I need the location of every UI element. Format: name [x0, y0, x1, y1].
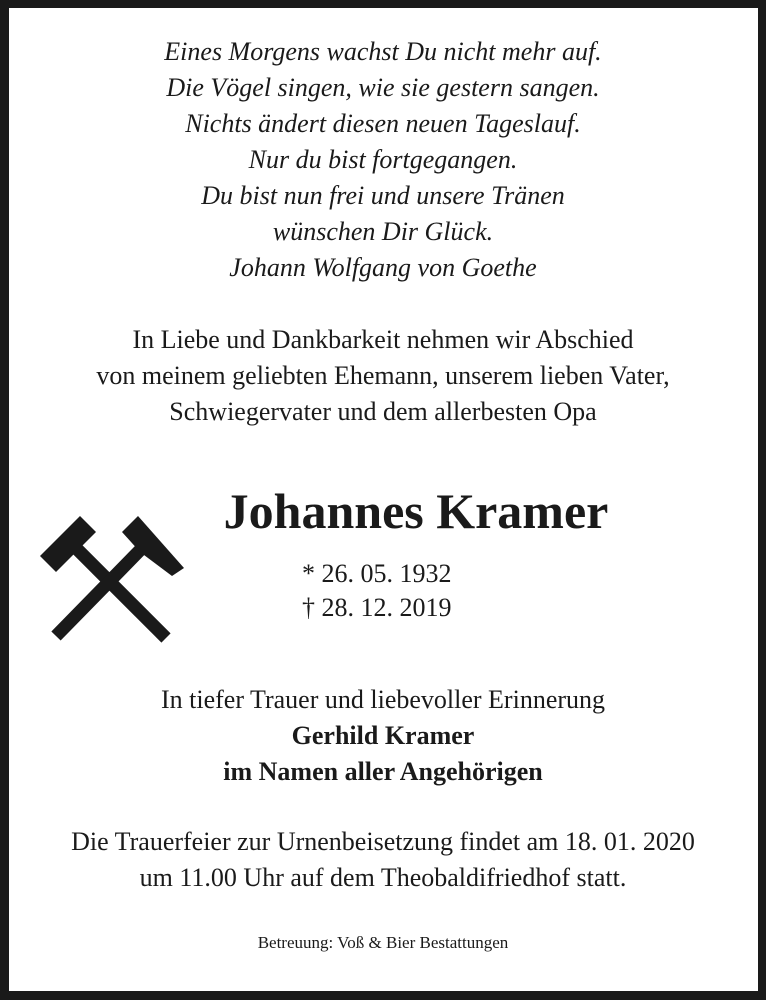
- poem-line: Nichts ändert diesen neuen Tageslauf.: [185, 109, 581, 138]
- mourners-intro: In tiefer Trauer und liebevoller Erinnerung: [160, 685, 606, 714]
- hammer-and-pick-icon: [38, 510, 188, 650]
- intro-line: In Liebe und Dankbarkeit nehmen wir Abschied: [132, 325, 634, 354]
- ceremony-line: um 11.00 Uhr auf dem Theobaldifriedhof statt.: [139, 863, 627, 892]
- deceased-name: Johannes Kramer: [223, 483, 609, 539]
- ceremony-line: Die Trauerfeier zur Urnenbeisetzung findet am 18. 01. 2020: [71, 827, 695, 856]
- birth-date: * 26. 05. 1932: [302, 559, 452, 588]
- intro-line: von meinem geliebten Ehemann, unserem lieben Vater,: [96, 361, 670, 390]
- death-date: † 28. 12. 2019: [302, 593, 452, 622]
- poem-line: Nur du bist fortgegangen.: [248, 145, 518, 174]
- poem-author: Johann Wolfgang von Goethe: [229, 253, 537, 282]
- undertaker-credit: Betreuung: Voß & Bier Bestattungen: [257, 933, 509, 952]
- poem-line: wünschen Dir Glück.: [272, 217, 494, 246]
- mourner-name: Gerhild Kramer: [291, 721, 475, 750]
- mourner-group: im Namen aller Angehörigen: [223, 757, 543, 786]
- intro-line: Schwiegervater und dem allerbesten Opa: [169, 397, 597, 426]
- poem-line: Die Vögel singen, wie sie gestern sangen.: [166, 73, 600, 102]
- poem-line: Du bist nun frei und unsere Tränen: [201, 181, 565, 210]
- poem-line: Eines Morgens wachst Du nicht mehr auf.: [164, 37, 602, 66]
